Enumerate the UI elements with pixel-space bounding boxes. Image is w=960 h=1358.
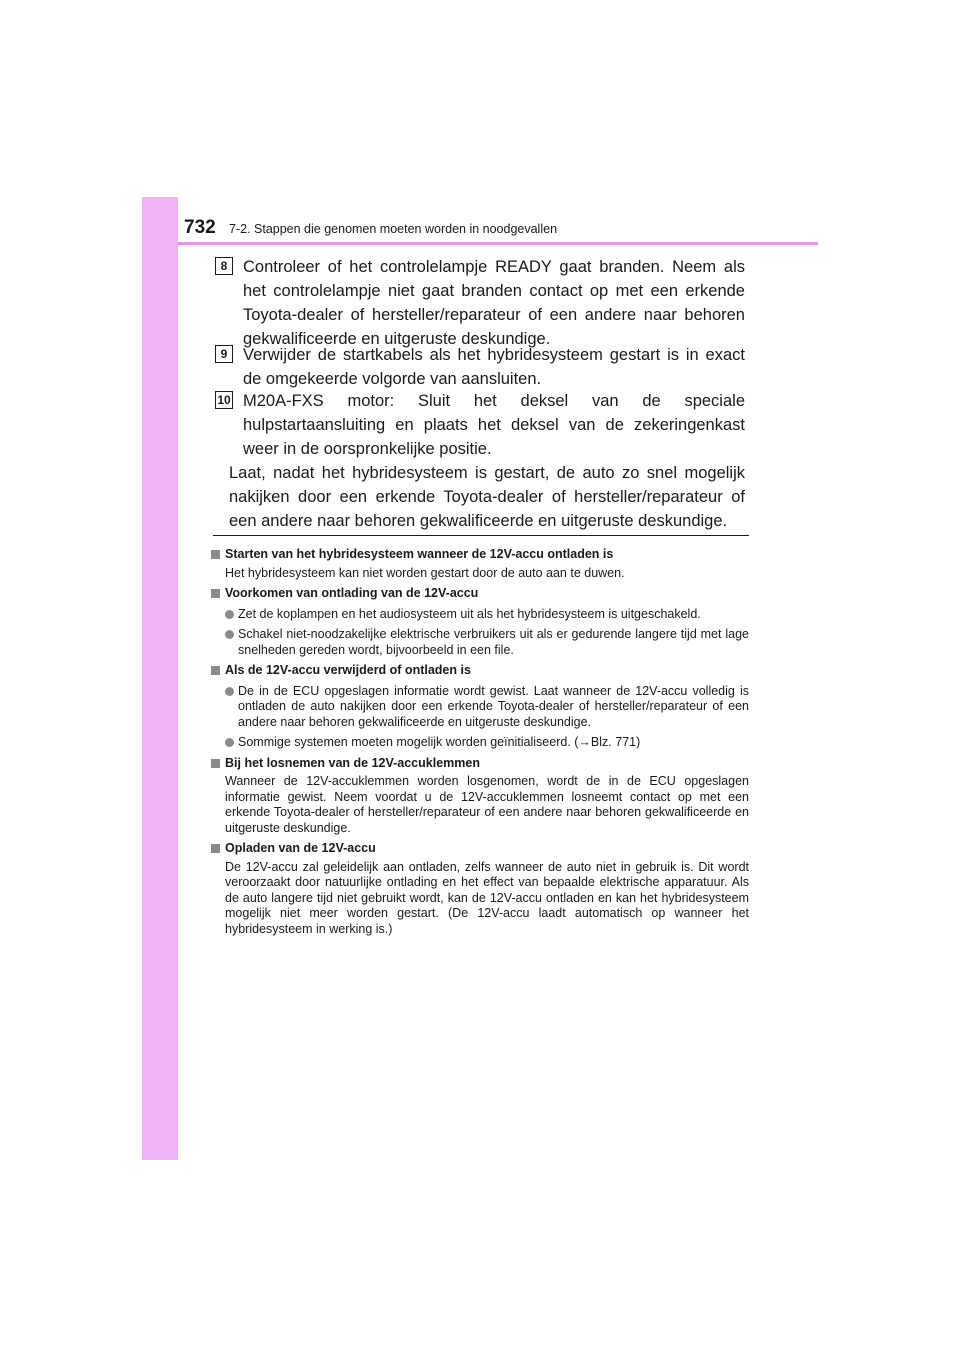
- section-divider: [213, 535, 749, 536]
- note-heading: Starten van het hybridesysteem wanneer de 12V-accu ontladen is: [211, 547, 749, 563]
- step-10: [215, 389, 745, 461]
- chapter-sidebar-tab: [142, 197, 178, 1160]
- note-body: Wanneer de 12V-accuklemmen worden losgenomen, wordt de in de ECU opgeslagen informatie gewist. Neem voordat u de 12V-accuklemmen losneemt contact op met een erkende Toyota-dealer of hersteller/reparateur of een andere naar behoren gekwalificeerde en uitgeruste deskundige.: [225, 774, 749, 835]
- step-text: Verwijder de startkabels als het hybridesysteem gestart is in exact de omgekeerde volgorde van aansluiten.: [243, 346, 745, 388]
- step-number-badge: 10: [215, 391, 233, 409]
- note-bullet: De in de ECU opgeslagen informatie wordt gewist. Laat wanneer de 12V-accu volledig is ontladen de auto nakijken door een erkende Toyota-dealer of hersteller/reparateur of een andere naar behoren gekwalificeerde en uitgeruste deskundige.: [211, 684, 749, 731]
- page-number: 732: [184, 217, 216, 238]
- square-bullet-icon: [211, 844, 220, 853]
- note-heading: Bij het losnemen van de 12V-accuklemmen: [211, 756, 749, 772]
- note-charging: [211, 841, 749, 937]
- note-starting: [211, 547, 749, 581]
- note-bullet: Sommige systemen moeten mogelijk worden geïnitialiseerd. (→Blz. 771): [211, 735, 749, 751]
- section-title: 7-2. Stappen die genomen moeten worden in noodgevallen: [229, 222, 558, 236]
- round-bullet-icon: [225, 630, 234, 639]
- step-number-badge: 8: [215, 257, 233, 275]
- square-bullet-icon: [211, 589, 220, 598]
- note-prevent-discharge: [211, 586, 749, 658]
- step-text: Controleer of het controlelampje READY gaat branden. Neem als het controlelampje niet gaat branden contact op met een erkende Toyota-dealer of hersteller/reparateur of een andere naar behoren gekwalificeerde en uitgeruste deskundige.: [243, 258, 745, 348]
- square-bullet-icon: [211, 666, 220, 675]
- step-number-badge: 9: [215, 345, 233, 363]
- round-bullet-icon: [225, 687, 234, 696]
- note-battery-removed: [211, 663, 749, 751]
- square-bullet-icon: [211, 550, 220, 559]
- note-bullet: Zet de koplampen en het audiosysteem uit als het hybridesysteem is uitgeschakeld.: [211, 607, 749, 623]
- note-body: Het hybridesysteem kan niet worden gestart door de auto aan te duwen.: [225, 565, 625, 580]
- step-text: M20A-FXS motor: Sluit het deksel van de speciale hulpstartaansluiting en plaats het deksel van de zekeringenkast weer in de oorspronkelijke positie.: [243, 392, 745, 458]
- step-9: [215, 343, 745, 391]
- note-heading: Voorkomen van ontlading van de 12V-accu: [211, 586, 749, 602]
- closing-paragraph: Laat, nadat het hybridesysteem is gestart, de auto zo snel mogelijk nakijken door een erkende Toyota-dealer of hersteller/reparateur of een andere naar behoren gekwalificeerde en uitgeruste deskundige.: [229, 464, 745, 530]
- note-heading: Als de 12V-accu verwijderd of ontladen is: [211, 663, 749, 679]
- note-disconnect-terminals: [211, 756, 749, 837]
- step-8: [215, 255, 745, 351]
- notes-section: [211, 542, 749, 937]
- round-bullet-icon: [225, 610, 234, 619]
- note-bullet: Schakel niet-noodzakelijke elektrische verbruikers uit als er gedurende langere tijd met lage snelheden gereden wordt, bijvoorbeeld in een file.: [211, 627, 749, 658]
- note-heading: Opladen van de 12V-accu: [211, 841, 749, 857]
- round-bullet-icon: [225, 738, 234, 747]
- header-rule: [178, 242, 818, 245]
- note-body: De 12V-accu zal geleidelijk aan ontladen, zelfs wanneer de auto niet in gebruik is. Dit wordt veroorzaakt door natuurlijke ontlading en het effect van bepaalde elektrische apparatuur. Als de auto langere tijd niet gebruikt wordt, kan de 12V-accu ontladen en kan het hybridesysteem mogelijk niet meer worden gestart. (De 12V-accu laadt automatisch op wanneer het hybridesysteem in werking is.): [225, 859, 749, 936]
- square-bullet-icon: [211, 759, 220, 768]
